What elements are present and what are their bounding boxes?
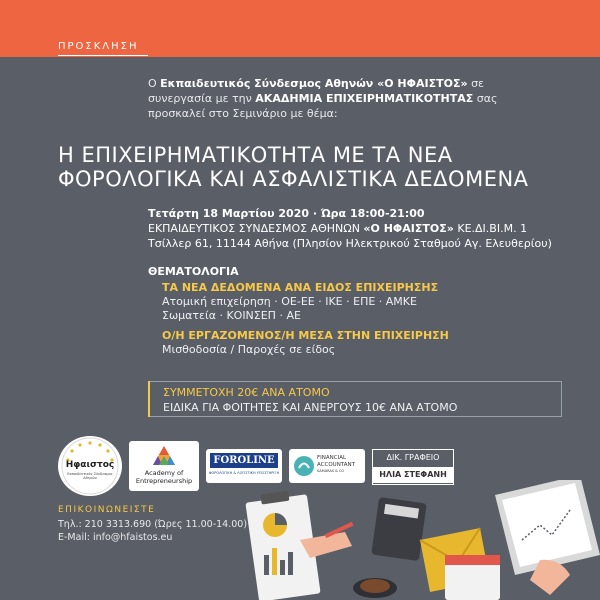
hfaistos-name: Ηφαιστος <box>65 460 115 470</box>
foroline-name: FOROLINE <box>210 453 278 468</box>
fa-line-2: ACCOUNTANT <box>317 461 355 468</box>
fee-box <box>148 381 562 417</box>
contact-label: ΕΠΙΚΟΙΝΩΝΕΙΣΤΕ <box>58 505 156 515</box>
hfaistos-logo <box>58 436 122 496</box>
financial-accountant-text <box>317 455 355 475</box>
topic-2-line-1: Μισθοδοσία / Παροχές σε είδος <box>162 343 336 356</box>
academy-name-line-1: Academy of <box>144 469 184 477</box>
event-address: Τσίλλερ 61, 11144 Αθήνα (Πλησίον Ηλεκτρικού Σταθμού Αγ. Ελευθερίου) <box>148 237 552 250</box>
calendar-icon <box>445 555 500 600</box>
topic-1-title: ΤΑ ΝΕΑ ΔΕΔΟΜΕΝΑ ΑΝΑ ΕΙΔΟΣ ΕΠΙΧΕΙΡΗΣΗΣ <box>162 281 439 294</box>
venue-text-c: ΚΕ.ΔΙ.ΒΙ.Μ. 1 <box>453 222 528 235</box>
contact-info <box>58 518 247 544</box>
academy-logo <box>129 441 199 491</box>
topic-1-line-1: Ατομική επιχείρηση · ΟΕ-ΕΕ · ΙΚΕ · ΕΠΕ · ΑΜΚΕ <box>162 295 417 308</box>
topics-section <box>148 265 568 357</box>
event-details <box>148 206 568 251</box>
fa-line-3: SAMARAS & CO <box>317 469 345 473</box>
fee-line-2: ΕΙΔΙΚΑ ΓΙΑ ΦΟΙΤΗΤΕΣ ΚΑΙ ΑΝΕΡΓΟΥΣ 10€ ΑΝΑ ΑΤΟΜΟ <box>163 401 458 414</box>
fee-box-accent <box>148 381 156 417</box>
event-venue <box>148 221 568 236</box>
laptop-icon <box>495 480 600 595</box>
fa-line-1: FINANCIAL <box>317 455 347 461</box>
foroline-subtitle: ΦΟΡΟΛΟΓΙΚΗ & ΛΟΓΙΣΤΙΚΗ ΥΠΟΣΤΗΡΙΞΗ <box>208 471 280 475</box>
calculator-icon <box>371 497 427 561</box>
title-line-2: ΦΟΡΟΛΟΓΙΚΑ ΚΑΙ ΑΣΦΑΛΙΣΤΙΚΑ ΔΕΔΟΜΕΝΑ <box>58 167 529 191</box>
venue-text-b: «Ο ΗΦΑΙΣΤΟΣ» <box>363 222 454 235</box>
intro-organization: Εκπαιδευτικός Σύνδεσμος Αθηνών «Ο ΗΦΑΙΣΤΟΣ» <box>160 77 468 90</box>
fee-line-1: ΣΥΜΜΕΤΟΧΗ 20€ ΑΝΑ ΑΤΟΜΟ <box>163 386 330 399</box>
invitation-underline <box>58 55 148 56</box>
hfaistos-subtitle: Εκπαιδευτικός Σύνδεσμος Αθηνών <box>67 472 113 480</box>
law-office-line-2: ΗΛΙΑ ΣΤΕΦΑΝΗ <box>373 467 453 483</box>
academy-name-line-2: Entrepreneurship <box>135 477 193 485</box>
event-datetime: Τετάρτη 18 Μαρτίου 2020 · Ώρα 18:00-21:00 <box>148 207 425 220</box>
foroline-logo <box>206 449 282 483</box>
invitation-label: ΠΡΟΣΚΛΗΣΗ <box>58 41 139 52</box>
intro-text-1: Ο <box>148 77 161 90</box>
venue-text-a: ΕΚΠΑΙΔΕΥΤΙΚΟΣ ΣΥΝΔΕΣΜΟΣ ΑΘΗΝΩΝ <box>148 222 364 235</box>
contact-phone: Τηλ.: 210 3313.690 (Ώρες 11.00-14.00) <box>58 519 248 530</box>
academy-name <box>129 469 199 485</box>
topics-heading: ΘΕΜΑΤΟΛΟΓΙΑ <box>148 265 239 278</box>
topic-2-title: Ο/Η ΕΡΓΑΖΟΜΕΝΟΣ/Η ΜΕΣΑ ΣΤΗΝ ΕΠΙΧΕΙΡΗΣΗ <box>162 329 449 342</box>
office-illustration <box>240 480 600 600</box>
intro-text-2: σε συνεργασία με την <box>148 77 484 105</box>
law-office-line-1: ΔΙΚ. ΓΡΑΦΕΙΟ <box>386 453 440 462</box>
contact-email[interactable]: E-Mail: info@hfaistos.eu <box>58 532 173 543</box>
topic-1-line-2: Σωματεία · ΚΟΙΝΣΕΠ · ΑΕ <box>162 309 301 322</box>
intro-text-3: σας προσκαλεί στο Σεμινάριο με θέμα: <box>148 92 498 120</box>
intro-academy: ΑΚΑΔΗΜΙΑ ΕΠΙΧΕΙΡΗΜΑΤΙΚΟΤΗΤΑΣ <box>255 92 474 105</box>
financial-accountant-icon <box>293 455 315 477</box>
title-line-1: Η ΕΠΙΧΕΙΡΗΜΑΤΙΚΟΤΗΤΑ ΜΕ ΤΑ ΝΕΑ <box>58 143 453 167</box>
coffee-cup-icon <box>353 578 397 598</box>
seminar-title <box>58 143 578 191</box>
intro-paragraph <box>148 76 548 121</box>
financial-accountant-logo <box>289 449 365 483</box>
